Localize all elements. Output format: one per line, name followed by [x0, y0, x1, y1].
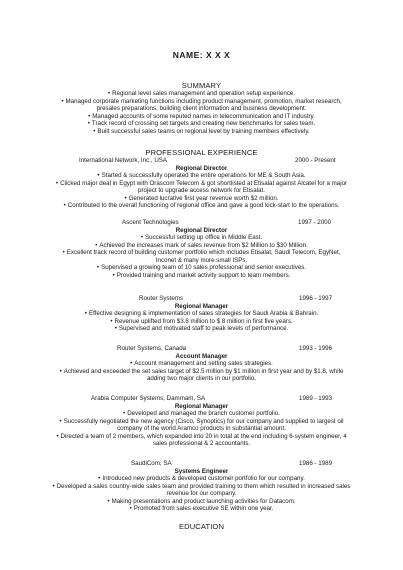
candidate-name: NAME: X X X [172, 50, 231, 60]
job-bullet: • Introduced new products & developed customer portfolio for our company. [98, 475, 305, 482]
job-company: Arabia Computer Systems, Dammam, SA [91, 395, 206, 402]
job-role: Systems Engineer [174, 467, 229, 475]
job-bullet: • Generated lucrative first year revenue worth $2 million. [124, 194, 279, 202]
job-company: Router Systems [139, 295, 184, 302]
job-dates: 1989 - 1993 [299, 395, 333, 402]
experience-heading: PROFESSIONAL EXPERIENCE [145, 148, 258, 157]
job-dates: 1986 - 1989 [299, 460, 333, 467]
job-company: SaudiCom, SA [131, 460, 172, 467]
job-dates: 1997 - 2000 [298, 219, 332, 226]
job-bullet: • Supervised and motivated staff to peak levels of performance. [114, 325, 289, 332]
job-bullet: • Provided training and market activity support to team members. [112, 271, 291, 279]
job-role: Regional Manager [174, 402, 229, 410]
job-bullet: • Achieved and exceeded the set sales target of $2.5 million by $1 million in first year and by $1.8, while [59, 367, 344, 375]
job-company: Router Systems, Canada [117, 345, 187, 352]
job-bullet: • Account management and setting sales strategies. [130, 360, 273, 367]
job-bullet: • Clicked major deal in Egypt with Orascom Telecom & got shortlisted at Etisalat against Alcatel for a major [55, 179, 348, 187]
job-bullet: • Developed a sales country-wide sales team and provided training to them which resulted in increased sales [52, 482, 351, 490]
job-company: Ascent Technologies [122, 219, 179, 226]
job-bullet: • Successfully negotiated the new agency (Cisco, Synoptics) for our company and supplied to largest oil [59, 417, 344, 425]
job-bullet: • Supervised a growing team of 10 sales professional and senior executives. [96, 264, 307, 271]
summary-bullet: • Regional level sales management and operation setup experience. [107, 90, 296, 97]
job-company: International Network, Inc., USA [79, 157, 168, 164]
job-bullet-continuation: adding two major clients in our portfolio. [146, 375, 257, 382]
summary-bullet: • Managed accounts of some reputed names in telecommunication and IT industry. [88, 112, 315, 120]
job-bullet: • Successful setting up office in Middle East. [140, 234, 263, 241]
job-bullet: • Excellent track record of building customer portfolio which includes Etisalat, Saudi Telecom, EgyNet, [62, 249, 341, 256]
summary-bullet: • Built successful sales teams on regional level by training members effectively. [93, 127, 310, 135]
job-bullet-continuation: company of the world Aramco products in substantial amount. [117, 425, 286, 432]
job-bullet: • Revenue uplifted from $3.8 million to $ 8 million in first five years. [110, 317, 293, 325]
summary-heading: SUMMARY [181, 81, 222, 90]
job-dates: 1993 - 1996 [299, 345, 333, 352]
job-bullet-continuation: revenue for our company. [166, 490, 237, 497]
education-heading: EDUCATION [178, 522, 225, 531]
job-bullet: • Contributed to the overall functioning of regional office and gave a good kick-start to the operations. [63, 202, 340, 209]
job-bullet-continuation: Inconet & many more small ISPs. [155, 256, 248, 264]
job-bullet: • Developed and managed the branch customer portfolio. [123, 410, 280, 417]
job-dates: 2000 - Present [295, 157, 336, 164]
job-bullet-continuation: sales professional & 2 accountants. [152, 440, 251, 447]
job-bullet: • Promoted from sales executive SE within one year. [129, 505, 274, 512]
job-bullet: • Making presentations and product launching activities for Datacom. [107, 497, 296, 505]
summary-bullet-continuation: presales preparations, building client information and business development. [96, 105, 307, 112]
job-bullet: • Directed a team of 2 members, which expanded into 20 in total at the end including 6-system engineer, 4 [56, 432, 347, 440]
job-bullet: • Achieved the increases mark of sales revenue from $2 Million to $30 Million. [95, 241, 308, 249]
job-role: Regional Director [175, 164, 228, 172]
job-bullet: • Effective designing & implementation of sales strategies for Saudi Arabia & Bahrain. [84, 310, 319, 317]
job-bullet-continuation: project to upgrade access network for Etisalat. [138, 187, 265, 194]
job-bullet: • Started & successfully operated the entire operations for ME & South Asia. [97, 172, 306, 179]
job-role: Regional Director [175, 226, 228, 234]
job-role: Account Manager [175, 352, 228, 360]
job-role: Regional Manager [174, 302, 229, 310]
summary-bullet: • Managed corporate marketing functions including product management, promotion, market research, [61, 97, 342, 105]
job-dates: 1996 - 1997 [299, 295, 333, 302]
summary-bullet: • Track record of crossing set targets and creating new benchmarks for sales team. [87, 120, 316, 127]
